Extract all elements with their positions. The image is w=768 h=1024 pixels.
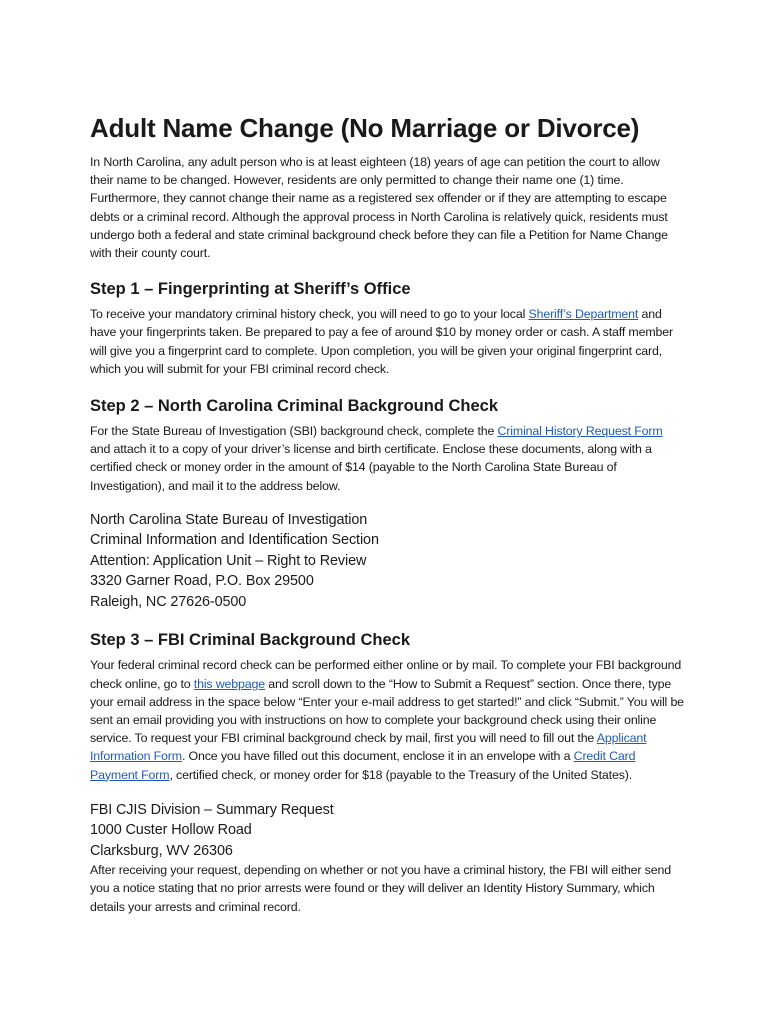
this-webpage-link[interactable]: this webpage: [193, 676, 266, 691]
address-line: Criminal Information and Identification Section: [90, 532, 379, 549]
page-title: Adult Name Change (No Marriage or Divorce): [90, 113, 640, 143]
step3-paragraph: [90, 656, 686, 783]
address-line: North Carolina State Bureau of Investigation: [90, 511, 368, 528]
address-line: 1000 Custer Hollow Road: [90, 822, 252, 839]
step1-text-b: and have your fingerprints taken. Be prepared to pay a fee of around $10 by money order or cash. A staff member will give you a fingerprint card to complete. Upon completion, you will be given your original fingerprint card, which you will submit for your FBI criminal record check.: [90, 307, 673, 376]
step3-text-a: Your federal criminal record check can be performed either online or by mail. To complete your FBI background check online, go to: [90, 658, 682, 691]
step2-text-a: For the State Bureau of Investigation (SBI) background check, complete the: [90, 424, 498, 439]
address-line: Attention: Application Unit – Right to Review: [90, 552, 367, 569]
step1-text-a: To receive your mandatory criminal history check, you will need to go to your local: [90, 307, 529, 322]
intro-paragraph: In North Carolina, any adult person who is at least eighteen (18) years of age can petition the court to allow their name to be changed. However, residents are only permitted to change their name one (1) time. Furthermore, they cannot change their name as a registered sex offender or if they are attempting to escape debts or a criminal record. Although the approval process in North Carolina is relatively quick, residents must undergo both a federal and state criminal background check before they can file a Petition for Name Change with their county court.: [90, 155, 668, 261]
applicant-information-form-link[interactable]: Applicant Information Form: [90, 731, 647, 764]
address-line: Raleigh, NC 27626-0500: [90, 593, 247, 610]
address-line: 3320 Garner Road, P.O. Box 29500: [90, 573, 314, 590]
address-line: Clarksburg, WV 26306: [90, 842, 233, 859]
document-page: [90, 111, 686, 916]
sbi-mailing-address: [90, 510, 686, 613]
address-line: FBI CJIS Division – Summary Request: [90, 801, 334, 818]
step1-paragraph: [90, 305, 686, 378]
step2-paragraph: [90, 422, 686, 495]
step3-text-d: , certified check, or money order for $18 (payable to the Treasury of the United States).: [169, 767, 633, 782]
sheriffs-department-link[interactable]: Sheriff’s Department: [528, 307, 639, 322]
step3-text-b: and scroll down to the “How to Submit a Request” section. Once there, type your email address in the space below “Enter your e-mail address to get started!” and click “Submit.” You will be sent an email providing you with instructions on how to complete your background check using their online service. To request your FBI criminal background check by mail, first you will need to fill out the: [90, 676, 684, 746]
criminal-history-request-form-link[interactable]: Criminal History Request Form: [497, 424, 663, 439]
credit-card-payment-form-link[interactable]: Credit Card Payment Form: [90, 749, 636, 782]
step1-heading: Step 1 – Fingerprinting at Sheriff’s Office: [90, 280, 411, 299]
step2-heading: Step 2 – North Carolina Criminal Background Check: [90, 397, 499, 416]
fbi-mailing-address: [90, 800, 686, 862]
step3-text-c: . Once you have filled out this document, enclose it in an envelope with a: [181, 749, 574, 764]
step2-text-b: and attach it to a copy of your driver’s license and birth certificate. Enclose these documents, along with a certified check or money order in the amount of $14 (payable to the North Carolina State Bureau of Investigation), and mail it to the address below.: [90, 442, 652, 493]
step3-heading: Step 3 – FBI Criminal Background Check: [90, 631, 410, 650]
closing-paragraph: After receiving your request, depending on whether or not you have a criminal history, the FBI will either send you a notice stating that no prior arrests were found or they will deliver an Identity History Summary, which details your arrests and criminal record.: [90, 863, 671, 914]
